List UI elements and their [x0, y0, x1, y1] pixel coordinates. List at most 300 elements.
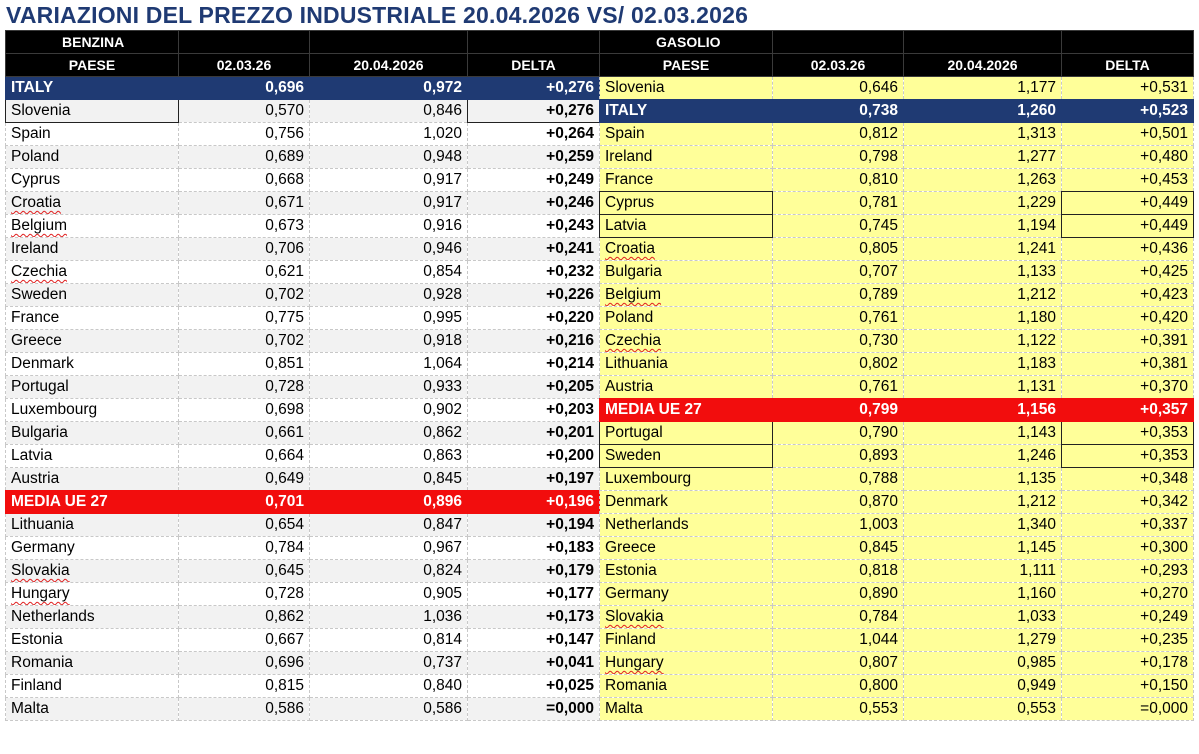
country-name: Ireland — [11, 240, 59, 257]
price-2004-cell: 1,111 — [904, 560, 1062, 583]
price-2004-cell: 0,995 — [310, 307, 468, 330]
country-cell — [6, 514, 179, 537]
gasolio-row — [600, 261, 1194, 284]
country-cell — [6, 399, 179, 422]
price-0203-cell: 0,862 — [179, 606, 310, 629]
price-2004-cell: 0,933 — [310, 376, 468, 399]
country-cell — [6, 629, 179, 652]
price-2004-cell: 0,824 — [310, 560, 468, 583]
price-2004-cell: 0,845 — [310, 468, 468, 491]
benzina-row — [6, 169, 600, 192]
gasolio-row — [600, 100, 1194, 123]
country-cell — [600, 514, 773, 537]
gasolio-row — [600, 537, 1194, 560]
price-0203-cell: 0,621 — [179, 261, 310, 284]
price-0203-cell: 0,661 — [179, 422, 310, 445]
benzina-row — [6, 100, 600, 123]
country-name: Lithuania — [11, 516, 74, 533]
delta-cell: +0,270 — [1062, 583, 1194, 606]
price-2004-cell: 1,246 — [904, 445, 1062, 468]
delta-cell: +0,264 — [468, 123, 600, 146]
price-2004-cell: 0,972 — [310, 77, 468, 100]
country-cell — [6, 100, 179, 123]
country-name: ITALY — [11, 79, 54, 96]
country-name: Cyprus — [11, 171, 61, 188]
price-2004-cell: 1,145 — [904, 537, 1062, 560]
delta-cell: +0,249 — [468, 169, 600, 192]
country-cell — [600, 353, 773, 376]
delta-cell: +0,293 — [1062, 560, 1194, 583]
benzina-row — [6, 652, 600, 675]
price-0203-cell: 0,728 — [179, 583, 310, 606]
gasolio-row — [600, 238, 1194, 261]
country-name: Finland — [605, 631, 656, 648]
country-cell — [6, 330, 179, 353]
country-cell — [6, 606, 179, 629]
country-name: Latvia — [11, 447, 53, 464]
country-cell — [6, 445, 179, 468]
price-2004-cell: 1,260 — [904, 100, 1062, 123]
gasolio-row — [600, 307, 1194, 330]
gasolio-row — [600, 422, 1194, 445]
country-name: Poland — [605, 309, 654, 326]
country-name: Netherlands — [605, 516, 689, 533]
price-2004-cell: 0,946 — [310, 238, 468, 261]
country-name: Sweden — [605, 447, 662, 464]
price-2004-cell: 1,064 — [310, 353, 468, 376]
delta-cell: +0,370 — [1062, 376, 1194, 399]
benzina-section-blank — [468, 31, 600, 54]
country-cell — [6, 376, 179, 399]
benzina-row — [6, 261, 600, 284]
price-2004-cell: 0,553 — [904, 698, 1062, 721]
country-name: Slovenia — [605, 79, 665, 96]
gasolio-row — [600, 146, 1194, 169]
delta-cell: +0,425 — [1062, 261, 1194, 284]
price-0203-cell: 0,851 — [179, 353, 310, 376]
delta-cell: +0,423 — [1062, 284, 1194, 307]
delta-cell: +0,216 — [468, 330, 600, 353]
country-name: Luxembourg — [11, 401, 98, 418]
price-0203-cell: 0,784 — [773, 606, 904, 629]
benzina-row — [6, 284, 600, 307]
country-cell — [600, 284, 773, 307]
country-name: Croatia — [11, 194, 61, 211]
country-cell — [6, 192, 179, 215]
delta-cell: +0,179 — [468, 560, 600, 583]
gasolio-section-blank — [1062, 31, 1194, 54]
benzina-column-header-cell: DELTA — [468, 54, 600, 77]
price-2004-cell: 0,863 — [310, 445, 468, 468]
country-name: Luxembourg — [605, 470, 692, 487]
gasolio-column-header-cell: 02.03.26 — [773, 54, 904, 77]
price-2004-cell: 1,212 — [904, 284, 1062, 307]
country-name: France — [11, 309, 60, 326]
gasolio-row — [600, 192, 1194, 215]
delta-cell: +0,214 — [468, 353, 600, 376]
country-cell — [600, 100, 773, 123]
delta-cell: +0,342 — [1062, 491, 1194, 514]
country-name: Portugal — [11, 378, 69, 395]
delta-cell: +0,200 — [468, 445, 600, 468]
price-0203-cell: 0,702 — [179, 284, 310, 307]
delta-cell: =0,000 — [468, 698, 600, 721]
delta-cell: +0,232 — [468, 261, 600, 284]
gasolio-column-header-cell: PAESE — [600, 54, 773, 77]
benzina-row — [6, 698, 600, 721]
gasolio-section-header — [600, 31, 1194, 54]
country-name: Romania — [605, 677, 668, 694]
price-0203-cell: 0,728 — [179, 376, 310, 399]
delta-cell: +0,025 — [468, 675, 600, 698]
gasolio-row — [600, 284, 1194, 307]
gasolio-row — [600, 169, 1194, 192]
country-cell — [6, 123, 179, 146]
price-0203-cell: 0,668 — [179, 169, 310, 192]
benzina-section-blank — [179, 31, 310, 54]
benzina-row — [6, 192, 600, 215]
country-name: Finland — [11, 677, 62, 694]
price-2004-cell: 1,313 — [904, 123, 1062, 146]
benzina-column-header-cell: 02.03.26 — [179, 54, 310, 77]
country-name: Bulgaria — [11, 424, 68, 441]
country-cell — [6, 652, 179, 675]
country-cell — [600, 330, 773, 353]
country-cell — [600, 376, 773, 399]
gasolio-row — [600, 583, 1194, 606]
gasolio-row — [600, 330, 1194, 353]
benzina-section-blank — [310, 31, 468, 54]
benzina-row — [6, 537, 600, 560]
country-name: Belgium — [605, 286, 661, 303]
delta-cell: +0,249 — [1062, 606, 1194, 629]
delta-cell: +0,449 — [1062, 192, 1194, 215]
country-name: Spain — [11, 125, 51, 142]
page-title: VARIAZIONI DEL PREZZO INDUSTRIALE 20.04.2026 VS/ 02.03.2026 — [6, 2, 749, 28]
price-2004-cell: 0,985 — [904, 652, 1062, 675]
benzina-row — [6, 606, 600, 629]
price-2004-cell: 1,194 — [904, 215, 1062, 238]
benzina-row — [6, 583, 600, 606]
price-0203-cell: 0,664 — [179, 445, 310, 468]
gasolio-row — [600, 491, 1194, 514]
price-0203-cell: 0,646 — [773, 77, 904, 100]
price-0203-cell: 0,701 — [179, 491, 310, 514]
price-0203-cell: 0,673 — [179, 215, 310, 238]
price-0203-cell: 0,745 — [773, 215, 904, 238]
country-name: MEDIA UE 27 — [605, 401, 702, 418]
country-name: Latvia — [605, 217, 647, 234]
price-0203-cell: 0,738 — [773, 100, 904, 123]
price-0203-cell: 0,781 — [773, 192, 904, 215]
gasolio-row — [600, 698, 1194, 721]
price-2004-cell: 0,949 — [904, 675, 1062, 698]
country-name: Hungary — [605, 654, 664, 671]
country-name: Slovakia — [605, 608, 664, 625]
delta-cell: +0,501 — [1062, 123, 1194, 146]
benzina-column-header-cell: PAESE — [6, 54, 179, 77]
gasolio-column-header — [600, 54, 1194, 77]
benzina-row — [6, 215, 600, 238]
gasolio-row — [600, 606, 1194, 629]
benzina-section-label: BENZINA — [6, 31, 179, 54]
delta-cell: +0,436 — [1062, 238, 1194, 261]
price-0203-cell: 0,818 — [773, 560, 904, 583]
price-2004-cell: 1,277 — [904, 146, 1062, 169]
price-0203-cell: 0,730 — [773, 330, 904, 353]
gasolio-table — [599, 30, 1194, 721]
price-0203-cell: 0,570 — [179, 100, 310, 123]
country-cell — [600, 698, 773, 721]
price-2004-cell: 0,905 — [310, 583, 468, 606]
country-name: Netherlands — [11, 608, 95, 625]
country-cell — [6, 583, 179, 606]
benzina-row — [6, 629, 600, 652]
price-0203-cell: 0,890 — [773, 583, 904, 606]
price-2004-cell: 0,586 — [310, 698, 468, 721]
benzina-row — [6, 330, 600, 353]
country-name: Bulgaria — [605, 263, 662, 280]
benzina-row — [6, 77, 600, 100]
price-2004-cell: 1,183 — [904, 353, 1062, 376]
delta-cell: +0,177 — [468, 583, 600, 606]
country-cell — [600, 146, 773, 169]
gasolio-row — [600, 629, 1194, 652]
delta-cell: +0,276 — [468, 77, 600, 100]
delta-cell: +0,348 — [1062, 468, 1194, 491]
delta-cell: +0,173 — [468, 606, 600, 629]
country-name: Slovenia — [11, 102, 71, 119]
price-2004-cell: 0,918 — [310, 330, 468, 353]
price-2004-cell: 0,948 — [310, 146, 468, 169]
price-2004-cell: 1,033 — [904, 606, 1062, 629]
delta-cell: +0,178 — [1062, 652, 1194, 675]
country-name: Austria — [605, 378, 654, 395]
delta-cell: +0,357 — [1062, 399, 1194, 422]
gasolio-row — [600, 675, 1194, 698]
country-name: Czechia — [605, 332, 661, 349]
delta-cell: +0,449 — [1062, 215, 1194, 238]
benzina-row — [6, 491, 600, 514]
gasolio-column-header-cell: 20.04.2026 — [904, 54, 1062, 77]
price-2004-cell: 1,133 — [904, 261, 1062, 284]
price-0203-cell: 0,790 — [773, 422, 904, 445]
delta-cell: +0,300 — [1062, 537, 1194, 560]
benzina-row — [6, 560, 600, 583]
delta-cell: +0,276 — [468, 100, 600, 123]
price-2004-cell: 0,916 — [310, 215, 468, 238]
price-2004-cell: 1,020 — [310, 123, 468, 146]
price-2004-cell: 1,160 — [904, 583, 1062, 606]
country-cell — [600, 537, 773, 560]
country-cell — [600, 77, 773, 100]
price-0203-cell: 0,802 — [773, 353, 904, 376]
price-0203-cell: 1,044 — [773, 629, 904, 652]
delta-cell: +0,259 — [468, 146, 600, 169]
price-0203-cell: 0,807 — [773, 652, 904, 675]
gasolio-row — [600, 123, 1194, 146]
country-name: Portugal — [605, 424, 663, 441]
price-0203-cell: 0,870 — [773, 491, 904, 514]
delta-cell: +0,205 — [468, 376, 600, 399]
country-cell — [6, 698, 179, 721]
price-2004-cell: 1,212 — [904, 491, 1062, 514]
gasolio-section-blank — [773, 31, 904, 54]
delta-cell: +0,203 — [468, 399, 600, 422]
price-2004-cell: 0,862 — [310, 422, 468, 445]
country-name: Slovakia — [11, 562, 70, 579]
delta-cell: +0,480 — [1062, 146, 1194, 169]
country-name: MEDIA UE 27 — [11, 493, 108, 510]
price-0203-cell: 0,645 — [179, 560, 310, 583]
price-2004-cell: 1,279 — [904, 629, 1062, 652]
benzina-column-header-cell: 20.04.2026 — [310, 54, 468, 77]
country-name: Greece — [605, 539, 656, 556]
price-2004-cell: 0,928 — [310, 284, 468, 307]
price-0203-cell: 1,003 — [773, 514, 904, 537]
country-cell — [6, 261, 179, 284]
price-0203-cell: 0,671 — [179, 192, 310, 215]
delta-cell: +0,523 — [1062, 100, 1194, 123]
country-name: ITALY — [605, 102, 648, 119]
benzina-row — [6, 307, 600, 330]
price-2004-cell: 1,122 — [904, 330, 1062, 353]
country-name: Sweden — [11, 286, 68, 303]
country-name: Romania — [11, 654, 74, 671]
gasolio-row — [600, 652, 1194, 675]
delta-cell: +0,197 — [468, 468, 600, 491]
country-cell — [600, 491, 773, 514]
gasolio-row — [600, 468, 1194, 491]
country-cell — [600, 560, 773, 583]
benzina-row — [6, 353, 600, 376]
price-2004-cell: 1,156 — [904, 399, 1062, 422]
price-0203-cell: 0,689 — [179, 146, 310, 169]
country-cell — [600, 606, 773, 629]
price-2004-cell: 0,847 — [310, 514, 468, 537]
price-0203-cell: 0,805 — [773, 238, 904, 261]
country-name: Estonia — [11, 631, 63, 648]
price-0203-cell: 0,810 — [773, 169, 904, 192]
country-cell — [6, 215, 179, 238]
gasolio-section-blank — [904, 31, 1062, 54]
benzina-table — [5, 30, 600, 721]
price-0203-cell: 0,667 — [179, 629, 310, 652]
country-cell — [600, 468, 773, 491]
country-name: Malta — [11, 700, 49, 717]
price-2004-cell: 0,896 — [310, 491, 468, 514]
price-2004-cell: 1,143 — [904, 422, 1062, 445]
price-0203-cell: 0,654 — [179, 514, 310, 537]
country-cell — [600, 422, 773, 445]
country-name: Austria — [11, 470, 60, 487]
price-2004-cell: 1,135 — [904, 468, 1062, 491]
country-name: Belgium — [11, 217, 67, 234]
delta-cell: +0,201 — [468, 422, 600, 445]
delta-cell: +0,337 — [1062, 514, 1194, 537]
price-0203-cell: 0,799 — [773, 399, 904, 422]
price-0203-cell: 0,798 — [773, 146, 904, 169]
price-0203-cell: 0,815 — [179, 675, 310, 698]
gasolio-row — [600, 399, 1194, 422]
price-0203-cell: 0,775 — [179, 307, 310, 330]
country-cell — [600, 675, 773, 698]
country-name: Denmark — [11, 355, 74, 372]
price-2004-cell: 1,229 — [904, 192, 1062, 215]
country-cell — [6, 284, 179, 307]
country-name: Denmark — [605, 493, 668, 510]
price-0203-cell: 0,812 — [773, 123, 904, 146]
delta-cell: +0,246 — [468, 192, 600, 215]
benzina-row — [6, 146, 600, 169]
country-name: Croatia — [605, 240, 655, 257]
country-cell — [600, 399, 773, 422]
country-cell — [600, 652, 773, 675]
benzina-row — [6, 675, 600, 698]
country-name: Ireland — [605, 148, 653, 165]
price-0203-cell: 0,761 — [773, 376, 904, 399]
gasolio-row — [600, 215, 1194, 238]
gasolio-row — [600, 560, 1194, 583]
price-0203-cell: 0,586 — [179, 698, 310, 721]
price-2004-cell: 0,917 — [310, 169, 468, 192]
delta-cell: +0,391 — [1062, 330, 1194, 353]
price-0203-cell: 0,698 — [179, 399, 310, 422]
country-cell — [6, 537, 179, 560]
delta-cell: +0,353 — [1062, 445, 1194, 468]
country-cell — [6, 422, 179, 445]
price-0203-cell: 0,761 — [773, 307, 904, 330]
benzina-row — [6, 514, 600, 537]
country-name: Greece — [11, 332, 62, 349]
country-name: Hungary — [11, 585, 70, 602]
gasolio-row — [600, 353, 1194, 376]
country-name: Spain — [605, 125, 645, 142]
benzina-row — [6, 238, 600, 261]
price-0203-cell: 0,706 — [179, 238, 310, 261]
delta-cell: +0,453 — [1062, 169, 1194, 192]
price-0203-cell: 0,893 — [773, 445, 904, 468]
price-0203-cell: 0,649 — [179, 468, 310, 491]
country-cell — [600, 123, 773, 146]
price-2004-cell: 1,180 — [904, 307, 1062, 330]
delta-cell: +0,235 — [1062, 629, 1194, 652]
delta-cell: +0,420 — [1062, 307, 1194, 330]
delta-cell: +0,220 — [468, 307, 600, 330]
delta-cell: +0,041 — [468, 652, 600, 675]
delta-cell: +0,353 — [1062, 422, 1194, 445]
country-cell — [600, 238, 773, 261]
delta-cell: +0,243 — [468, 215, 600, 238]
price-2004-cell: 0,840 — [310, 675, 468, 698]
price-0203-cell: 0,784 — [179, 537, 310, 560]
gasolio-row — [600, 77, 1194, 100]
price-0203-cell: 0,707 — [773, 261, 904, 284]
price-0203-cell: 0,702 — [179, 330, 310, 353]
price-2004-cell: 1,036 — [310, 606, 468, 629]
country-name: Germany — [11, 539, 75, 556]
country-name: Cyprus — [605, 194, 655, 211]
price-0203-cell: 0,800 — [773, 675, 904, 698]
benzina-section-header — [6, 31, 600, 54]
country-name: Lithuania — [605, 355, 668, 372]
price-0203-cell: 0,845 — [773, 537, 904, 560]
country-cell — [6, 560, 179, 583]
gasolio-column-header-cell: DELTA — [1062, 54, 1194, 77]
price-2004-cell: 0,737 — [310, 652, 468, 675]
country-cell — [6, 491, 179, 514]
delta-cell: +0,381 — [1062, 353, 1194, 376]
